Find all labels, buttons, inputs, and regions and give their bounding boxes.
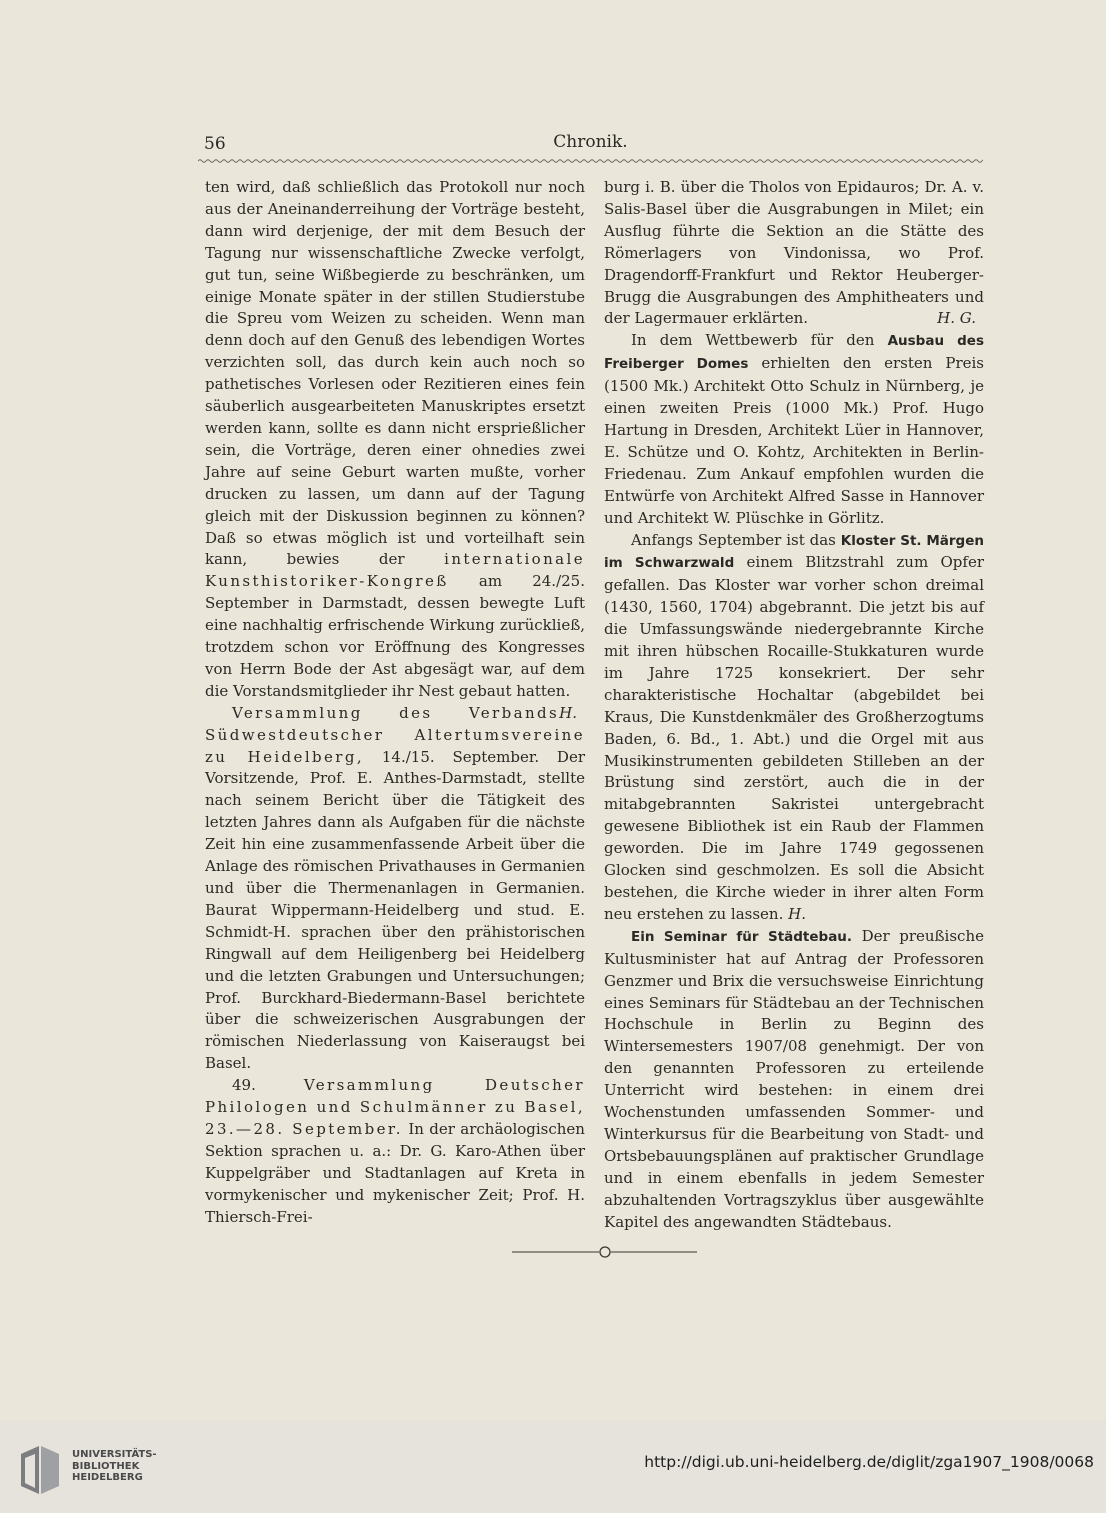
source-url-link[interactable]: http://digi.ub.uni-heidelberg.de/diglit/zga1907_1908/0068 — [644, 1453, 1094, 1471]
spaced-term-kunsthistoriker-kongress: internationale Kunsthistoriker-Kongreß — [205, 550, 585, 591]
paragraph-philologen-basel: 49. Versammlung Deutscher Philologen und Schulmänner zu Basel, 23.—28. September. In der archäologischen Sektion sprachen u. a.: Dr. G. Karo-Athen über Kuppelgräber und Stadtanlagen auf Kreta in vormykenischer und mykenischer Zeit; Prof. H. Thiersch-Frei- — [205, 1076, 585, 1226]
end-ornament — [512, 1244, 697, 1260]
paragraph-continuation: burg i. B. über die Tholos von Epidauros; Dr. A. v. Salis-Basel über die Ausgrabungen in Milet; ein Ausflug führte die Sektion an die Stätte des Römerlagers von Vindonissa, wo Prof. Dragendorff-Frankfurt und Rektor Heuberger-Brugg die Ausgrabungen des Amphitheaters und der Lagermauer erklärten. H. G. — [604, 177, 984, 330]
page-number: 56 — [204, 134, 226, 154]
right-column — [604, 177, 984, 1234]
left-column — [205, 177, 585, 1229]
author-signature: H. — [788, 904, 806, 923]
paragraph-st-maergen: Anfangs September ist das Kloster St. Märgen im Schwarzwald einem Blitzstrahl zum Opfer gefallen. Das Kloster war vorher schon dreimal (1430, 1560, 1704) abgebrannt. Die jetzt bis auf die Umfassungswände niedergebrannte Kirche mit ihren hübschen Rocaille-Stukkaturen wurde im Jahre 1725 konsekriert. Der sehr charakteristische Hochaltar (abgebildet bei Kraus, Die Kunstdenkmäler des Großherzogtums Baden, 6. Bd., 1. Abt.) und die Orgel mit aus Musikinstrumenten gebildeten Stilleben an der Brüstung sind zerstört, auch die in der mitabgebrannten Sakristei untergebracht gewesene Bibliothek ist ein Raub der Flammen geworden. Die im Jahre 1749 gegossenen Glocken sind geschmolzen. Es soll die Absicht bestehen, die Kirche wieder in ihrer alten Form neu erstehen zu lassen. H. — [604, 530, 984, 923]
spaced-term-philologen: Versammlung Deutscher Philologen und Schulmänner zu Basel, 23.—28. September. — [205, 1076, 585, 1138]
paragraph-seminar-staedtebau: Ein Seminar für Städtebau. Der preußische Kultusminister hat auf Antrag der Professoren Genzmer und Brix die versuchsweise Einrichtung eines Seminars für Städtebau an der Technischen Hochschule in Berlin zu Beginn des Wintersemesters 1907/08 genehmigt. Der von den genannten Professoren zu erteilende Unterricht wird bestehen: in einem drei Wochenstunden umfassenden Sommer- und Winterkursus für die Bearbeitung von Stadt- und Ortsbebauungsplänen auf praktischer Grundlage und in einem ebenfalls in jedem Semester abzuhaltenden Vortragszyklus über ausgewählte Kapitel des angewandten Städtebaus. — [604, 926, 984, 1231]
author-signature: H. — [559, 703, 577, 722]
wavy-rule — [198, 158, 983, 164]
running-title: Chronik. — [553, 132, 628, 152]
bold-heading-seminar: Ein Seminar für Städtebau. — [631, 928, 853, 945]
page-header — [198, 132, 983, 162]
spaced-term-verband: Versammlung des Verbands Südwestdeutscher Altertumsvereine zu Heidelberg, — [205, 703, 585, 766]
bold-heading-freiberger-dom: Ausbau des Freiberger Domes — [604, 333, 984, 373]
author-signature: H. G. — [937, 309, 976, 328]
bold-heading-st-maergen: Kloster St. Märgen im Schwarzwald — [604, 532, 984, 572]
paragraph-freiberger-dom: In dem Wettbewerb für den Ausbau des Freiberger Domes erhielten den ersten Preis (1500 Mk.) Architekt Otto Schulz in Nürnberg, je einen zweiten Preis (1000 Mk.) Prof. Hugo Hartung in Dresden, Architekt Lüer in Hannover, E. Schütze und O. Kohtz, Architekten in Berlin-Friedenau. Zum Ankauf empfohlen wurden die Entwürfe von Architekt Alfred Sasse in Hannover und Architekt W. Plüschke in Görlitz. — [604, 331, 984, 527]
library-logo-icon — [15, 1444, 63, 1496]
library-name: UNIVERSITÄTS- BIBLIOTHEK HEIDELBERG — [72, 1449, 157, 1483]
paragraph-protocol: ten wird, daß schließlich das Protokoll nur noch aus der Aneinanderreihung der Vorträge besteht, dann wird derjenige, der mit dem Besuch der Tagung nur wissenschaftliche Zwecke verfolgt, gut tun, seine Wißbegierde zu beschränken, um einige Monate später in der stillen Studierstube die Spreu vom Weizen zu scheiden. Wenn man denn doch auf den Genuß des lebendigen Wortes verzichten soll, das durch kein auch noch so pathetisches Vorlesen oder Rezitieren eines fein säuberlich ausgearbeiteten Manuskriptes ersetzt werden kann, sollte es dann nicht ersprießlicher sein, die Vorträge, deren einer ohnedies zwei Jahre auf seine Geburt warten mußte, vorher drucken zu lassen, um dann auf der Tagung gleich mit der Diskussion beginnen zu können? Daß so etwas möglich ist und vorteilhaft sein kann, bewies der internationale Kunsthistoriker-Kongreß am 24./25. September in Darmstadt, dessen bewegte Luft eine nachhaltig erfrischende Wirkung zurückließ, trotzdem schon vor Eröffnung des Kongresses von Herrn Bode der Ast abgesägt war, auf dem die Vorstandsmitglieder ihr Nest gebaut hatten. H. — [205, 177, 585, 703]
paragraph-versammlung-heidelberg: Versammlung des Verbands Südwestdeutscher Altertumsvereine zu Heidelberg, 14./15. September. Der Vorsitzende, Prof. E. Anthes-Darmstadt, stellte nach seinem Bericht über die Tätigkeit des letzten Jahres dann als Aufgaben für die nächste Zeit hin eine zusammenfassende Arbeit über die Anlage des römischen Privathauses in Germanien und über die Thermenanlagen in Germanien. Baurat Wippermann-Heidelberg und stud. E. Schmidt-H. sprachen über den prähistorischen Ringwall auf dem Heiligenberg bei Heidelberg und die letzten Grabungen und Untersuchungen; Prof. Burckhard-Biedermann-Basel berichtete über die schweizerischen Ausgrabungen der römischen Niederlassung von Kaiseraugst bei Basel. — [205, 703, 586, 1073]
